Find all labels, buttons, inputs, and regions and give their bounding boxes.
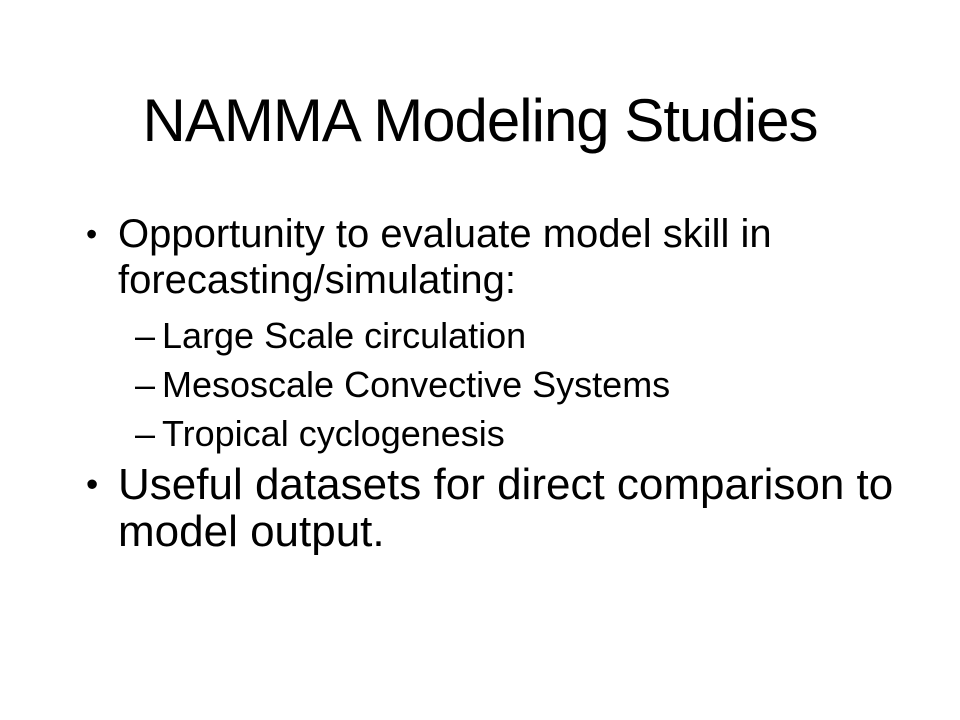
sub-bullet-text xyxy=(162,311,526,360)
dash-marker-icon: – xyxy=(135,413,156,454)
bullet-text-line: Useful datasets for direct comparison to xyxy=(118,460,894,509)
dash-marker-icon: – xyxy=(135,364,156,405)
dash-marker-icon: – xyxy=(135,315,156,356)
sub-bullet-text xyxy=(162,360,670,409)
bullet-text-line: model output. xyxy=(118,507,385,556)
slide-title: NAMMA Modeling Studies xyxy=(142,87,818,154)
sub-bullet-item xyxy=(135,311,526,360)
bullet-marker-icon: • xyxy=(86,465,99,504)
sub-bullet-text-line: Tropical cyclogenesis xyxy=(162,413,505,454)
bullet-text-line: forecasting/simulating: xyxy=(118,258,516,302)
sub-bullet-text-line: Large Scale circulation xyxy=(162,315,527,356)
bullet-text xyxy=(118,461,893,555)
bullet-text-line: Opportunity to evaluate model skill in xyxy=(118,212,772,256)
bullet-item xyxy=(86,211,772,303)
sub-bullet-item xyxy=(135,360,670,409)
sub-bullet-text-line: Mesoscale Convective Systems xyxy=(162,364,671,405)
bullet-marker-icon: • xyxy=(86,216,98,252)
sub-bullet-text xyxy=(162,409,505,458)
bullet-item xyxy=(86,461,893,555)
sub-bullet-item xyxy=(135,409,505,458)
bullet-text xyxy=(118,211,772,303)
